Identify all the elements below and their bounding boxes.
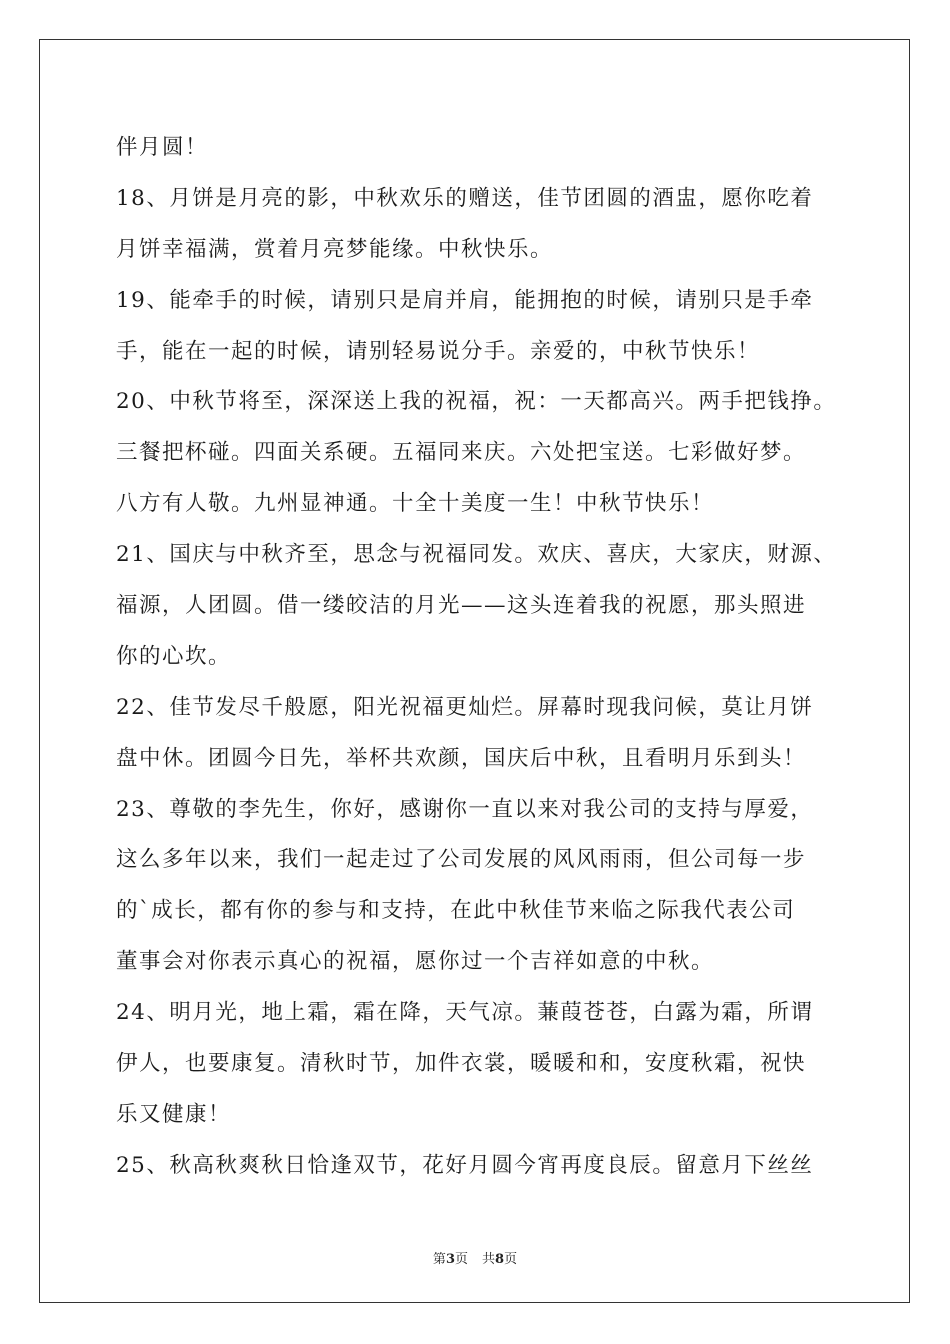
page-indicator: 第3页 <box>432 1252 468 1267</box>
text-line: 月饼幸福满，赏着月亮梦能缘。中秋快乐。 <box>116 236 554 262</box>
text-line: 三餐把杯碰。四面关系硬。五福同来庆。六处把宝送。七彩做好梦。 <box>116 440 807 466</box>
total-pages-indicator: 共8页 <box>482 1252 518 1267</box>
text-line: 20、中秋节将至，深深送上我的祝福，祝：一天都高兴。两手把钱挣。 <box>116 389 837 415</box>
text-line: 18、月饼是月亮的影，中秋欢乐的赠送，佳节团圆的酒盅，愿你吃着 <box>116 185 814 211</box>
text-line: 八方有人敬。九州显神通。十全十美度一生！中秋节快乐！ <box>116 491 715 517</box>
text-line: 25、秋高秋爽秋日恰逢双节，花好月圆今宵再度良辰。留意月下丝丝 <box>116 1152 814 1178</box>
text-line: 董事会对你表示真心的祝福，愿你过一个吉祥如意的中秋。 <box>116 949 715 975</box>
text-line: 22、佳节发尽千般愿，阳光祝福更灿烂。屏幕时现我问候，莫让月饼 <box>116 694 814 720</box>
text-line: 19、能牵手的时候，请别只是肩并肩，能拥抱的时候，请别只是手牵 <box>116 287 814 313</box>
text-line: 伊人，也要康复。清秋时节，加件衣裳，暖暖和和，安度秋霜，祝快 <box>116 1051 807 1077</box>
text-line: 伴月圆！ <box>116 135 209 160</box>
total-pages: 8 <box>495 1252 505 1267</box>
text-line: 盘中休。团圆今日先，举杯共欢颜，国庆后中秋，且看明月乐到头！ <box>116 745 807 771</box>
text-line: 21、国庆与中秋齐至，思念与祝福同发。欢庆、喜庆，大家庆，财源、 <box>116 542 837 568</box>
text-line: 福源，人团圆。借一缕皎洁的月光——这头连着我的祝愿，那头照进 <box>116 593 807 619</box>
text-line: 乐又健康！ <box>116 1101 232 1127</box>
text-line: 的`成长，都有你的参与和支持，在此中秋佳节来临之际我代表公司 <box>116 898 796 924</box>
page-number: 3 <box>445 1252 455 1267</box>
page-footer <box>0 1248 950 1267</box>
text-line: 23、尊敬的李先生，你好，感谢你一直以来对我公司的支持与厚爱， <box>116 796 814 822</box>
text-line: 手，能在一起的时候，请别轻易说分手。亲爱的，中秋节快乐！ <box>116 338 761 364</box>
text-line: 你的心坎。 <box>116 643 232 669</box>
document-body <box>116 128 836 1197</box>
text-line: 24、明月光，地上霜，霜在降，天气凉。蒹葭苍苍，白露为霜，所谓 <box>116 1000 814 1026</box>
text-line: 这么多年以来，我们一起走过了公司发展的风风雨雨，但公司每一步 <box>116 847 807 873</box>
